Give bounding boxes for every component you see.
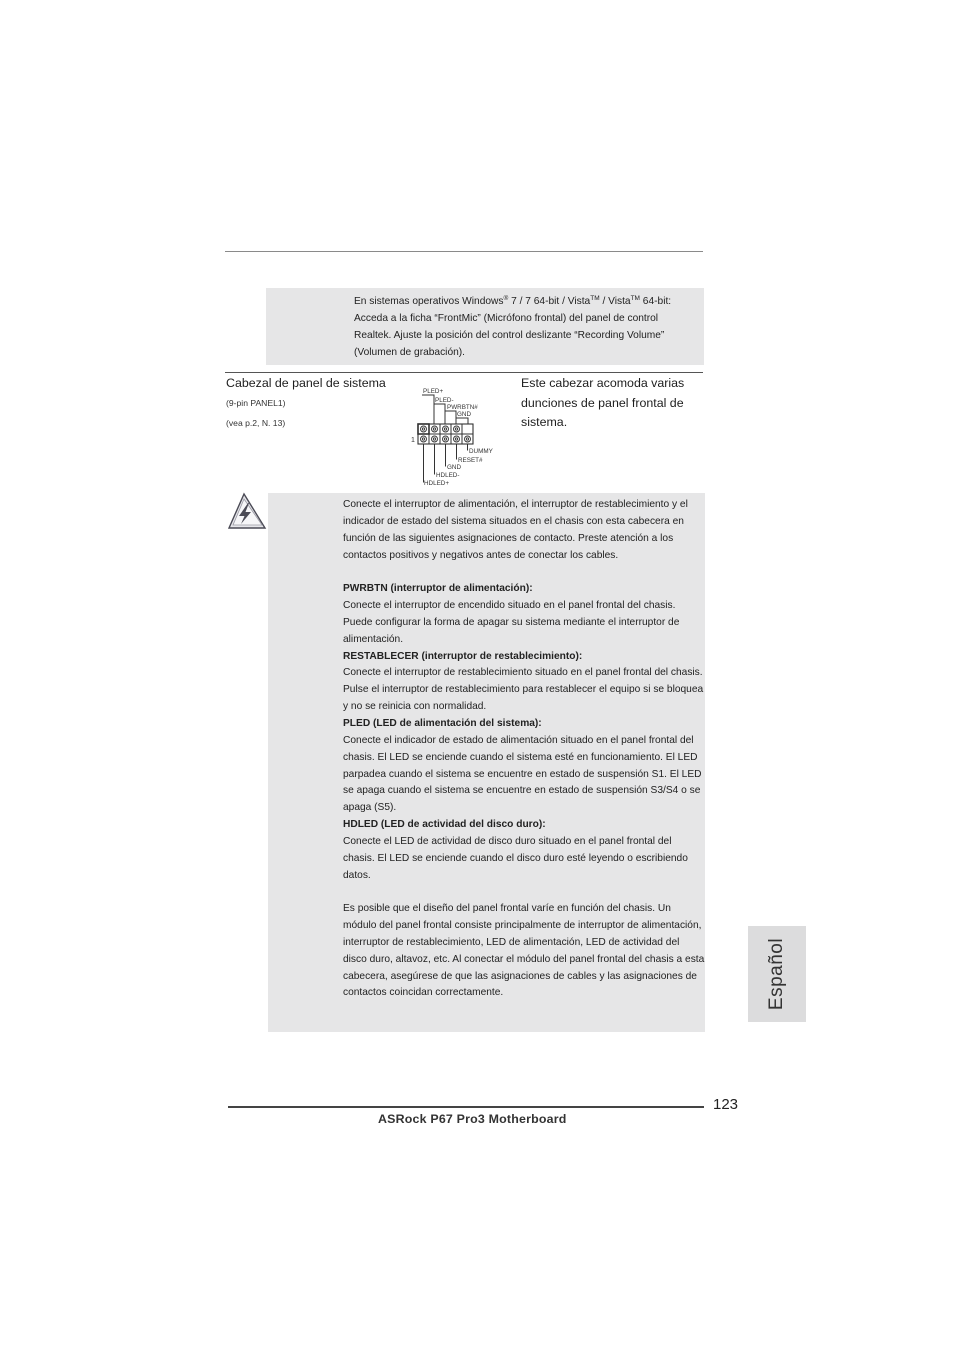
pwrbtn-title: PWRBTN (interruptor de alimentación): — [343, 583, 533, 595]
pin-diagram-labels-top — [423, 388, 478, 418]
label-pwrbtn: PWRBTN# — [447, 404, 478, 411]
label-dummy: DUMMY — [469, 448, 493, 455]
pin-diagram — [408, 384, 500, 493]
footer-rule — [228, 1106, 704, 1108]
label-gnd-top: GND — [457, 411, 471, 418]
note-box — [266, 288, 704, 365]
label-reset: RESET# — [458, 457, 483, 464]
pwrbtn-text: Conecte el interruptor de encendido situado en el panel frontal del chasis. Puede configurar la forma de apagar su sistema mediante el interruptor de alimentación. — [343, 600, 680, 645]
note-line-1: En sistemas operativos Windows® 7 / 7 64-bit / Vista™ / Vista™ 64-bit: — [354, 295, 672, 307]
header-title: Cabezal de panel de sistema — [226, 376, 386, 390]
note-line-3: Realtek. Ajuste la posición del control deslizante “Recording Volume” — [354, 330, 665, 341]
hdled-text: Conecte el LED de actividad de disco duro situado en el panel frontal del chasis. El LED se enciende cuando el disco duro esté leyendo o escribiendo datos. — [343, 835, 688, 881]
header-pin-label: (9-pin PANEL1) — [226, 398, 286, 408]
label-hdled-minus: HDLED- — [436, 472, 460, 479]
header-description: Este cabezar acomoda varias dunciones de panel frontal de sistema. — [521, 376, 685, 429]
warning-text — [343, 497, 705, 1002]
section-rule — [225, 372, 703, 373]
label-pled-minus: PLED- — [435, 397, 454, 404]
pled-text: Conecte el indicador de estado de alimentación situado en el panel frontal del chasis. El LED se enciende cuando el sistema esté en funcionamiento. El LED parpadea cuando el sistema se encuentre en estado de suspensión S1. El LED se apaga cuando el sistema se encuentre en estado de suspensión S3/S4 o se apaga (S5). — [343, 734, 702, 814]
top-rule — [225, 251, 703, 252]
hdled-title: HDLED (LED de actividad del disco duro): — [343, 819, 546, 831]
pin-one-marker: 1 — [411, 437, 415, 444]
label-gnd-bottom: GND — [447, 464, 461, 471]
warning-intro: Conecte el interruptor de alimentación, el interruptor de restablecimiento y el indicador de estado del sistema situados en el chasis con esta cabecera en función de las siguientes asignaciones de contacto. Preste atención a los contactos positivos y negativos antes de conectar los cables. — [343, 499, 688, 561]
warning-box — [268, 493, 705, 1032]
pled-title: PLED (LED de alimentación del sistema): — [343, 717, 542, 729]
language-tab-label: Español — [766, 937, 787, 1011]
label-pled-plus: PLED+ — [423, 388, 444, 395]
note-text — [354, 293, 704, 361]
warning-icon — [226, 491, 268, 536]
reset-text: Conecte el interruptor de restablecimiento situado en el panel frontal del chasis. Pulse el interruptor de restablecimiento para restablecer el equipo si se bloquea y no se reinicia con normalidad. — [343, 667, 704, 713]
note-line-4: (Volumen de grabación). — [354, 347, 465, 358]
reset-title: RESTABLECER (interruptor de restablecimiento): — [343, 650, 583, 662]
page-number: 123 — [713, 1096, 739, 1113]
warning-outro: Es posible que el diseño del panel frontal varíe en función del chasis. Un módulo del panel frontal consiste principalmente de interruptor de alimentación, interruptor de restablecimiento, LED de alimentación, LED de actividad del disco duro, altavoz, etc. Al conectar el módulo del panel frontal del chasis a esta cabecera, asegúrese de que las asignaciones de cables y las asignaciones de contactos coincidan correctamente. — [343, 903, 705, 999]
header-page-ref: (vea p.2, N. 13) — [226, 418, 286, 428]
note-line-2: Acceda a la ficha “FrontMic” (Micrófono frontal) del panel de control — [354, 313, 659, 324]
language-tab — [748, 926, 806, 1022]
label-hdled-plus: HDLED+ — [424, 480, 450, 487]
footer-title: ASRock P67 Pro3 Motherboard — [378, 1112, 567, 1126]
